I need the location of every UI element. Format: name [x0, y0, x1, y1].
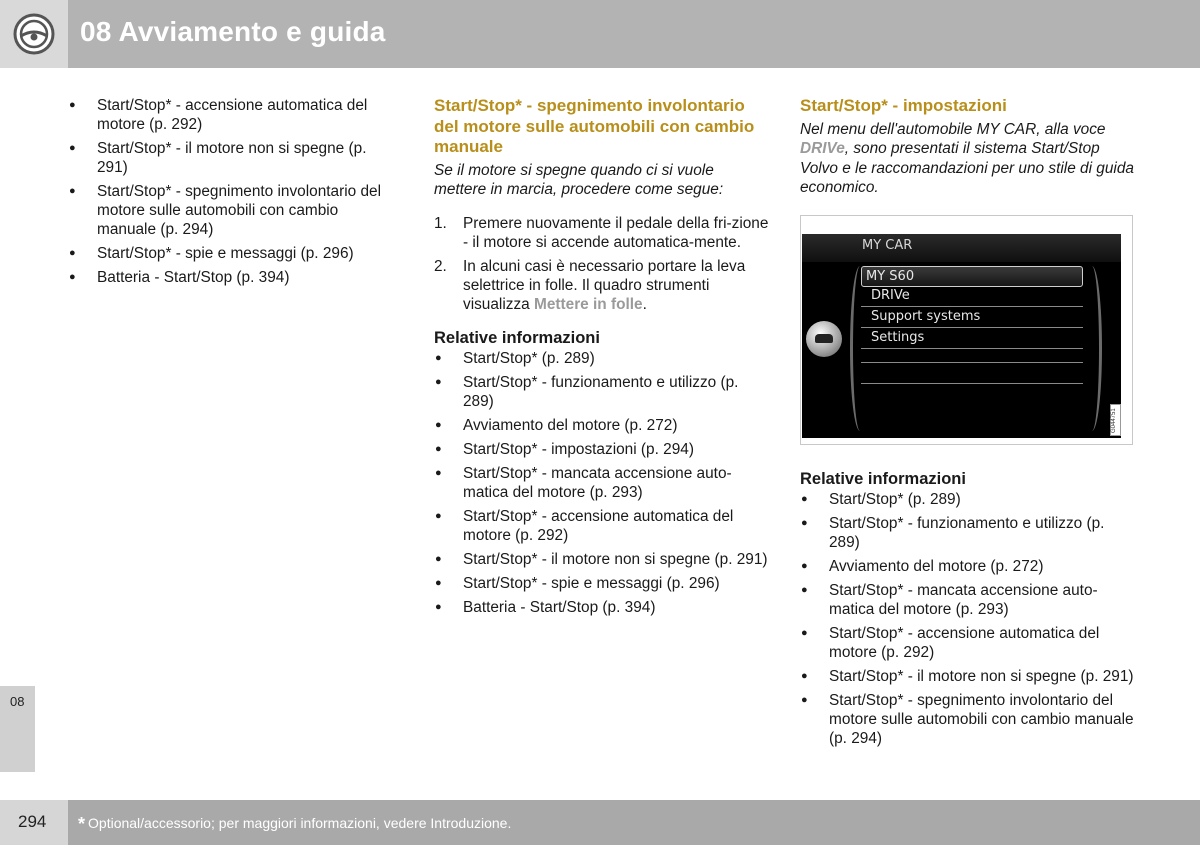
footer-bar [68, 800, 1200, 845]
image-code: G044751 [1111, 407, 1117, 433]
footer-note [78, 814, 511, 835]
list-item[interactable]: ● Start/Stop* - accensione automatica del motore (p. 292) [68, 96, 398, 134]
related-list [800, 490, 1135, 748]
list-item[interactable]: ● Start/Stop* - mancata accensione auto-matica del motore (p. 293) [800, 581, 1135, 619]
steps-list [434, 214, 769, 314]
list-item[interactable]: ● Batteria - Start/Stop (p. 394) [68, 268, 398, 287]
menu-frame-right [1082, 266, 1102, 431]
list-item[interactable]: ● Start/Stop* - il motore non si spegne (p. 291) [68, 139, 398, 177]
display-message: Mettere in folle [534, 295, 643, 313]
list-item[interactable]: ● Start/Stop* - spie e messaggi (p. 296) [68, 244, 398, 263]
section-heading: Start/Stop* - spegnimento involontario del motore sulle automobili con cambio manuale [434, 96, 755, 156]
menu-item-settings: Settings [861, 328, 1083, 349]
menu-empty-line [861, 349, 1083, 363]
page-number: 294 [18, 812, 47, 831]
chapter-icon-box [0, 0, 68, 68]
section-intro: Se il motore si spegne quando ci si vuole mettere in marcia, procedere come segue: [434, 161, 724, 198]
list-item[interactable]: ● Start/Stop* - funzionamento e utilizzo (p. 289) [434, 373, 769, 411]
menu-empty-line [861, 370, 1083, 384]
intro-text: Nel menu dell'automobile MY CAR, alla voce [800, 120, 1106, 138]
list-item[interactable]: ● Start/Stop* - impostazioni (p. 294) [434, 440, 769, 459]
step-text: Premere nuovamente il pedale della fri-zione - il motore si accende automatica-mente. [463, 214, 769, 251]
chapter-side-tab [0, 686, 35, 772]
list-item[interactable]: ● Start/Stop* - il motore non si spegne (p. 291) [800, 667, 1135, 686]
related-list [434, 349, 769, 617]
list-item[interactable]: ● Start/Stop* - accensione automatica del motore (p. 292) [800, 624, 1135, 662]
footer-note-text: Optional/accessorio; per maggiori informazioni, vedere Introduzione. [88, 815, 512, 831]
step-number: 2. [434, 257, 447, 275]
list-item[interactable]: ● Start/Stop* (p. 289) [800, 490, 1135, 509]
list-item[interactable]: ● Start/Stop* - il motore non si spegne (p. 291) [434, 550, 769, 569]
list-item[interactable]: ● Start/Stop* (p. 289) [434, 349, 769, 368]
section-heading: Start/Stop* - impostazioni [800, 96, 1007, 115]
list-item[interactable]: ● Start/Stop* - mancata accensione auto-matica del motore (p. 293) [434, 464, 769, 502]
screen-title: MY CAR [862, 237, 913, 253]
list-item[interactable]: ● Avviamento del motore (p. 272) [800, 557, 1135, 576]
list-item[interactable]: ● Start/Stop* - spegnimento involontario del motore sulle automobili con cambio manuale (p. 294) [800, 691, 1135, 748]
list-item[interactable]: ● Start/Stop* - spegnimento involontario del motore sulle automobili con cambio manuale (p. 294) [68, 182, 398, 239]
menu-reference: DRIVe [800, 140, 845, 157]
list-item[interactable]: ● Batteria - Start/Stop (p. 394) [434, 598, 769, 617]
column-2 [434, 96, 769, 622]
step-item [434, 214, 769, 252]
step-text: In alcuni casi è necessario portare la leva selettrice in folle. Il quadro strumenti visualizza [463, 257, 746, 313]
display-screen [802, 234, 1121, 438]
related-heading: Relative informazioni [434, 328, 600, 347]
display-screenshot [800, 215, 1133, 445]
list-item[interactable]: ● Start/Stop* - spie e messaggi (p. 296) [434, 574, 769, 593]
list-item[interactable]: ● Start/Stop* - funzionamento e utilizzo (p. 289) [800, 514, 1135, 552]
step-item [434, 257, 769, 314]
related-list [68, 96, 398, 287]
menu-item-drive: DRIVe [861, 286, 1083, 307]
related-heading: Relative informazioni [800, 469, 966, 488]
footer-page-box [0, 800, 68, 845]
list-item[interactable]: ● Avviamento del motore (p. 272) [434, 416, 769, 435]
menu-item-my-s60: MY S60 [861, 266, 1083, 287]
steering-wheel-icon [0, 0, 68, 68]
step-number: 1. [434, 214, 447, 232]
side-tab-label: 08 [10, 694, 25, 709]
section-intro [800, 120, 1135, 198]
menu-item-support-systems: Support systems [861, 307, 1083, 328]
step-text-end: . [642, 295, 647, 313]
screen-title-bar [802, 234, 1121, 262]
column-1 [68, 96, 398, 292]
list-item[interactable]: ● Start/Stop* - accensione automatica del motore (p. 292) [434, 507, 769, 545]
chapter-title: 08 Avviamento e guida [80, 16, 386, 47]
asterisk-icon: * [78, 814, 86, 834]
column-3 [800, 96, 1135, 753]
page-header [0, 0, 1200, 68]
intro-text: , sono presentati il sistema Start/Stop Volvo e le raccomandazioni per uno stile di guida economico. [800, 140, 1134, 196]
car-icon [806, 321, 842, 357]
